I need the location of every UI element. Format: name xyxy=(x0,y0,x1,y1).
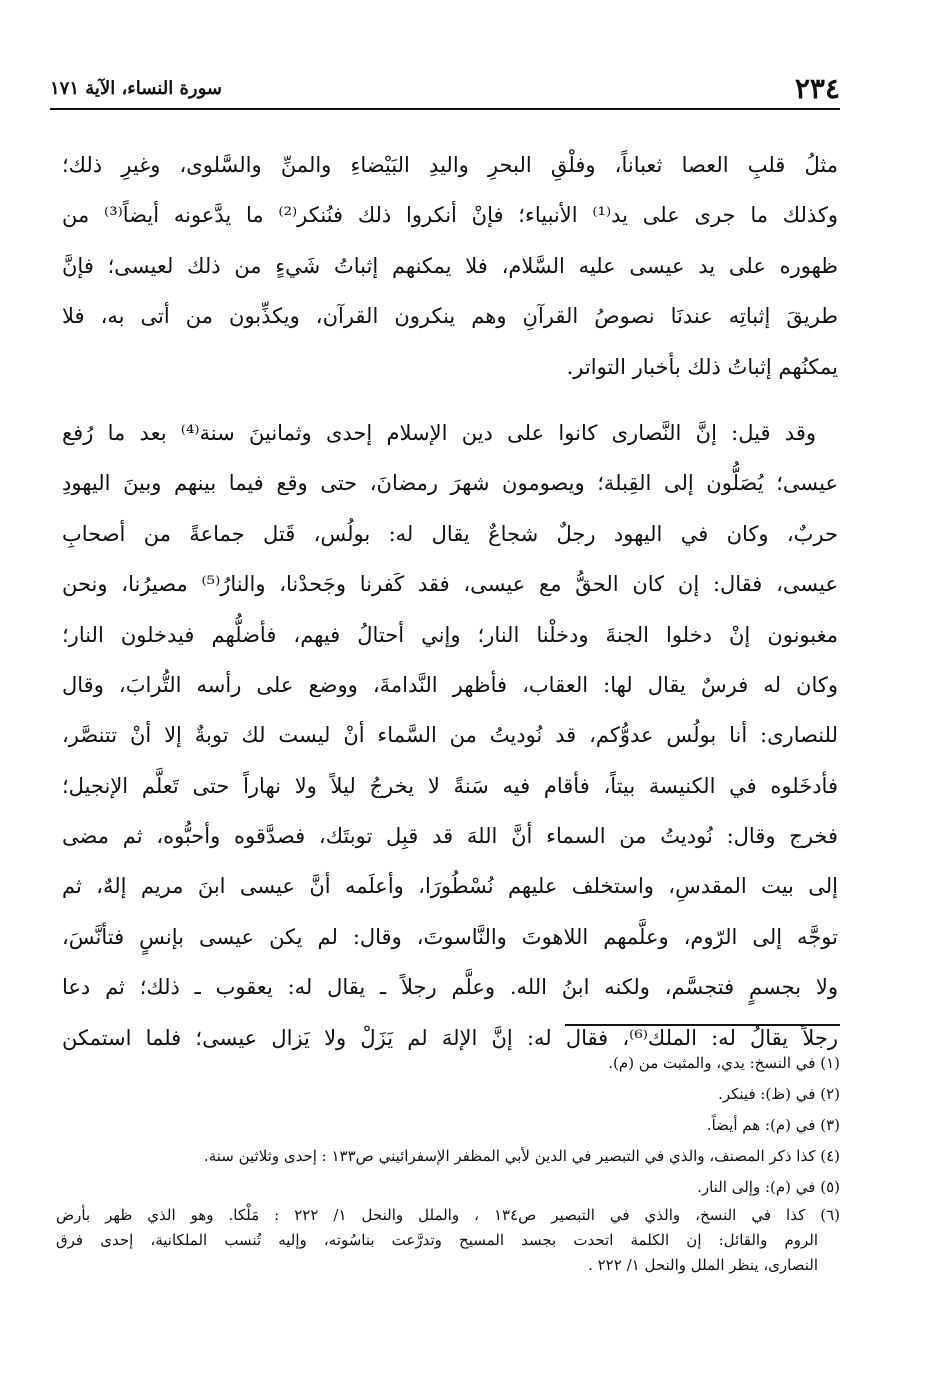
main-text xyxy=(62,140,838,1063)
text-line: إلى بيت المقدسِ، واستخلف عليهم نُسْطُورَا، وأعلَمه أنَّ عيسى ابنَ مريم إلهٌ، ثم xyxy=(62,874,838,899)
text-line: حربٌ، وكان في اليهود رجلٌ شجاعٌ يقال له: بولُس، قَتل جماعةً من أصحابِ xyxy=(62,521,838,546)
text-line: وكذلك ما جرى على يد⁽¹⁾ الأنبياء؛ فإنْ أنكروا ذلك فنُنكر⁽²⁾ ما يدَّعونه أيضاً⁽³⁾ من xyxy=(62,203,838,228)
footnote-2: (٢) في (ظ): فينكر. xyxy=(718,1085,840,1103)
text-line: عيسى، فقال: إن كان الحقُّ مع عيسى، فقد كَفرنا وجَحدْنا، والنارُ⁽⁵⁾ مصيرُنا، ونحن xyxy=(62,572,838,597)
text-line: عيسى؛ يُصَلُّون إلى القِبلة؛ ويصومون شهرَ رمضانَ، حتى وقع فيما بينهم وبينَ اليهودِ xyxy=(62,471,838,496)
page-header xyxy=(50,72,840,106)
header-divider xyxy=(50,108,840,110)
paragraph-2 xyxy=(62,408,838,1063)
running-title: سورة النساء، الآية ١٧١ xyxy=(50,78,222,99)
footnote-divider xyxy=(565,1024,840,1026)
text-line: ظهوره على يد عيسى عليه السَّلام، فلا يمكنهم إثباتُ شَيءٍ من ذلك لعيسى؛ فإنَّ xyxy=(62,253,838,278)
text-line: مغبونون إنْ دخلوا الجنةَ ودخلْنا النار؛ وإني أحتالُ فيهم، فأضلُّهم فيدخلون النار؛ xyxy=(62,622,838,647)
footnote-6-line: الروم والقائل: إن الكلمة اتحدت بجسد المسيح وتدرَّعت بناسُوته، وإليه تُنسب الملكانية، إحدى فرق xyxy=(56,1231,818,1249)
footnote-1: (١) في النسخ: يدي، والمثبت من (م). xyxy=(608,1054,840,1072)
text-line: يمكنُهم إثباتُ ذلك بأخبار التواتر. xyxy=(566,354,838,379)
footnote-3: (٣) في (م): هم أيضاً. xyxy=(706,1116,840,1134)
text-line: مثلُ قلبِ العصا ثعباناً، وفلْقِ البحرِ واليدِ البَيْضاءِ والمنِّ والسَّلوى، وغيرِ ذلك؛ xyxy=(62,153,838,177)
page-number: ٢٣٤ xyxy=(794,72,840,105)
text-line: وكان له فرسٌ يقال لها: العقاب، فأظهر النَّدامةَ، ووضع على رأسه التُّرابَ، وقال xyxy=(62,672,838,697)
text-line: وقد قيل: إنَّ النَّصارى كانوا على دين الإسلام إحدى وثمانينَ سنة⁽⁴⁾ بعد ما رُفع xyxy=(62,420,816,445)
text-line: للنصارى: أنا بولُس عدوُّكم، قد نُوديتُ من السَّماء أنْ ليست لك توبةٌ إلا أنْ تتنصَّر، xyxy=(62,723,838,748)
text-line: ولا بجسمٍ فتجسَّم، ولكنه ابنُ الله. وعلَّم رجلاً ـ يقال له: يعقوب ـ ذلك؛ ثم دعا xyxy=(62,975,838,1000)
footnote-6-line: (٦) كذا في النسخ، والذي في التبصير ص١٣٤ ، والملل والنحل ١/ ٢٢٢ : مَلْكا. وهو الذي ظهر بأرض xyxy=(56,1206,840,1224)
text-line: فأدخَلوه في الكنيسة بيتاً، فأقام فيه سَنةً لا يخرجُ ليلاً ولا نهاراً حتى تَعلَّم الإنجيل؛ xyxy=(62,773,838,798)
footnote-6-line: النصارى، ينظر الملل والنحل ١/ ٢٢٢ . xyxy=(588,1256,818,1274)
footnote-5: (٥) في (م): وإلى النار. xyxy=(697,1178,840,1196)
text-line: توجَّه إلى الرّوم، وعلَّمهم اللاهوتَ والنَّاسوتَ، وقال: لم يكن عيسى بإنسٍ فتأنَّسَ، xyxy=(62,924,838,949)
text-line: فخرج وقال: نُوديتُ من السماء أنَّ اللهَ قد قبِل توبتَك، فصدَّقوه وأحبُّوه، ثم مضى xyxy=(62,824,838,849)
footnote-4: (٤) كذا ذكر المصنف، والذي في التبصير في الدين لأبي المظفر الإسفرائيني ص١٣٣ : إحدى وثلاثين سنة. xyxy=(203,1147,840,1165)
paragraph-1 xyxy=(62,140,838,392)
footnotes xyxy=(56,1048,840,1278)
text-line: رجلاً يقالُ له: الملك⁽⁶⁾، فقال له: إنَّ الإلهَ لم يَزَلْ ولا يَزال عيسى؛ فلما استمكن xyxy=(62,1025,838,1050)
footnote-6 xyxy=(56,1203,840,1278)
text-line: طريقَ إثباتِه عندنَا نصوصُ القرآنِ وهم ينكرون القرآن، ويكذِّبون من أتى به، فلا xyxy=(62,304,838,329)
